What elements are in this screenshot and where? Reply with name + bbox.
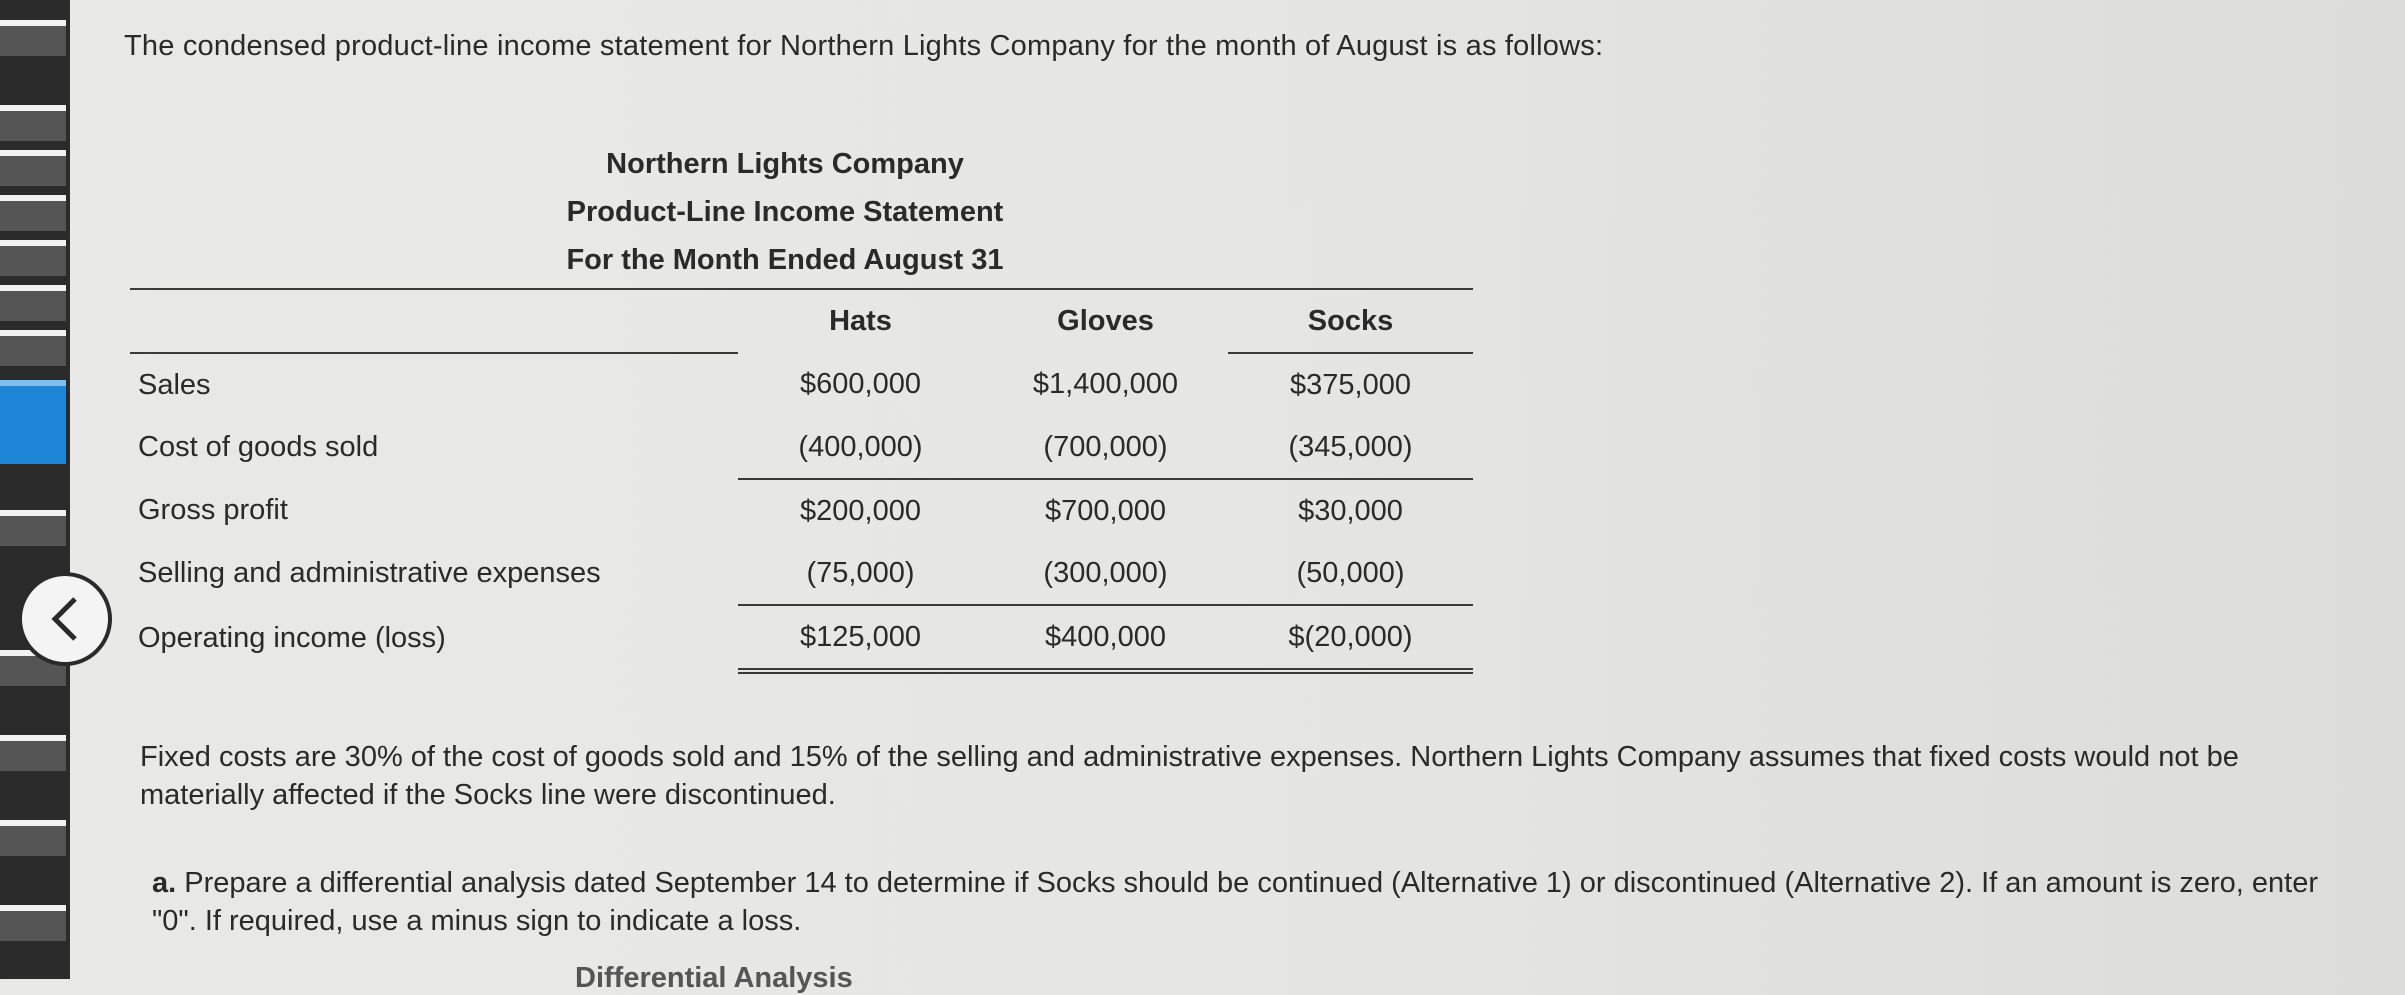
- cell: $200,000: [800, 494, 921, 527]
- income-statement-table: [130, 288, 1473, 674]
- strip-band: [0, 905, 66, 941]
- column-header: Socks: [1228, 289, 1473, 353]
- side-strip: [0, 0, 70, 979]
- strip-band: [0, 105, 66, 141]
- strip-band: [0, 195, 66, 231]
- cell: $600,000: [800, 368, 921, 400]
- table-row: [130, 542, 1473, 605]
- question-marker: a.: [152, 867, 177, 899]
- cell: (700,000): [983, 416, 1228, 479]
- fixed-costs-note: Fixed costs are 30% of the cost of goods sold and 15% of the selling and administrative expenses. Northern Lights Company assumes that fixed costs would not be materially affected if the Socks line were discontinued.: [140, 741, 2239, 811]
- cell: (300,000): [983, 542, 1228, 605]
- column-header: Hats: [738, 289, 983, 353]
- cell: $125,000: [738, 605, 983, 671]
- cell: (345,000): [1228, 416, 1473, 479]
- statement-header: [500, 140, 1070, 284]
- statement-period: For the Month Ended August 31: [566, 244, 1004, 276]
- intro-text: The condensed product-line income statement for Northern Lights Company for the month of August is as follows:: [124, 30, 1604, 62]
- back-button[interactable]: [18, 572, 112, 666]
- cell: (50,000): [1228, 542, 1473, 605]
- strip-band: [0, 735, 66, 771]
- table-row: [130, 479, 1473, 542]
- cell: $700,000: [1045, 494, 1166, 527]
- column-header-row: [130, 289, 1473, 353]
- strip-band: [0, 20, 66, 56]
- row-label: Operating income (loss): [138, 621, 446, 654]
- cell: $375,000: [1290, 368, 1411, 401]
- cell: $400,000: [983, 605, 1228, 671]
- row-label: Sales: [138, 368, 211, 401]
- chevron-left-icon: [45, 594, 85, 644]
- question-a: [152, 864, 2322, 940]
- cell: (75,000): [738, 542, 983, 605]
- table-row: [130, 416, 1473, 479]
- column-header-blank: [130, 289, 738, 353]
- row-label: Gross profit: [138, 494, 288, 526]
- differential-analysis-heading: Differential Analysis: [575, 962, 853, 994]
- column-header: Gloves: [983, 289, 1228, 353]
- statement-title: Product-Line Income Statement: [566, 196, 1004, 228]
- row-label: Cost of goods sold: [138, 431, 379, 463]
- cell: $30,000: [1298, 494, 1403, 527]
- strip-band-active: [0, 380, 66, 464]
- strip-band: [0, 150, 66, 186]
- strip-band: [0, 285, 66, 321]
- question-text: Prepare a differential analysis dated September 14 to determine if Socks should be continued (Alternative 1) or discontinued (Alternative 2). If an amount is zero, enter "0". If required, use a minus sign to indicate a loss.: [152, 867, 2319, 937]
- table-row: [130, 353, 1473, 416]
- strip-band: [0, 240, 66, 276]
- strip-band: [0, 820, 66, 856]
- company-name: Northern Lights Company: [606, 148, 964, 180]
- strip-band: [0, 510, 66, 546]
- strip-band: [0, 330, 66, 366]
- cell: $(20,000): [1228, 605, 1473, 671]
- cell: (400,000): [738, 416, 983, 479]
- cell: $1,400,000: [1032, 368, 1179, 400]
- row-label: Selling and administrative expenses: [138, 557, 601, 589]
- table-row: [130, 605, 1473, 671]
